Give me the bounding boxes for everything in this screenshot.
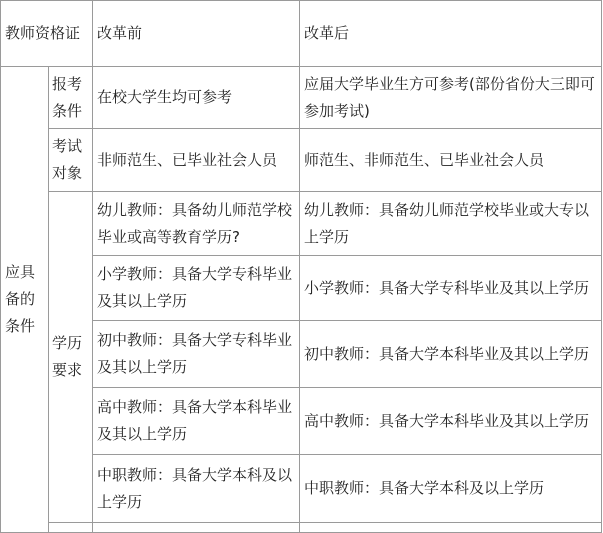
before-cell: 非师范生、已毕业社会人员 [93, 129, 300, 192]
before-cell: 中职教师：具备大学本科及以上学历 [93, 455, 300, 523]
table-row [1, 67, 602, 129]
after-cell: 中职教师：具备大学本科及以上学历 [300, 455, 602, 523]
after-cell: 师范生、非师范生、已毕业社会人员 [300, 129, 602, 192]
header-before-cell: 改革前 [93, 1, 300, 67]
header-cert-cell: 教师资格证 [1, 1, 93, 67]
education-label-cell: 学历要求 [49, 192, 93, 523]
after-cell: 初中教师：具备大学本科毕业及其以上学历 [300, 321, 602, 388]
group-label-cell: 应具备的条件 [1, 67, 49, 533]
before-cell: 幼儿教师：具备幼儿师范学校毕业或高等教育学历? [93, 192, 300, 256]
before-cell: 小学教师：具备大学专科毕业及其以上学历 [93, 256, 300, 321]
before-cell: 高中教师：具备大学本科毕业及其以上学历 [93, 388, 300, 455]
after-cell: 应届大学毕业生方可参考(部份省份大三即可参加考试) [300, 67, 602, 129]
before-cell: 初中教师：具备大学专科毕业及其以上学历 [93, 321, 300, 388]
after-cell: 幼儿教师：具备幼儿师范学校毕业或大专以上学历 [300, 192, 602, 256]
table-row [1, 192, 602, 256]
after-cell: 小学教师：具备大学专科毕业及其以上学历 [300, 256, 602, 321]
header-row [1, 1, 602, 67]
row-label-cell: 考试对象 [49, 129, 93, 192]
row-label-cell: 报考条件 [49, 67, 93, 129]
header-after-cell: 改革后 [300, 1, 602, 67]
table-row-cutoff [1, 523, 602, 533]
table-row [1, 129, 602, 192]
before-cell: 在校大学生均可参考 [93, 67, 300, 129]
after-cell: 高中教师：具备大学本科毕业及其以上学历 [300, 388, 602, 455]
